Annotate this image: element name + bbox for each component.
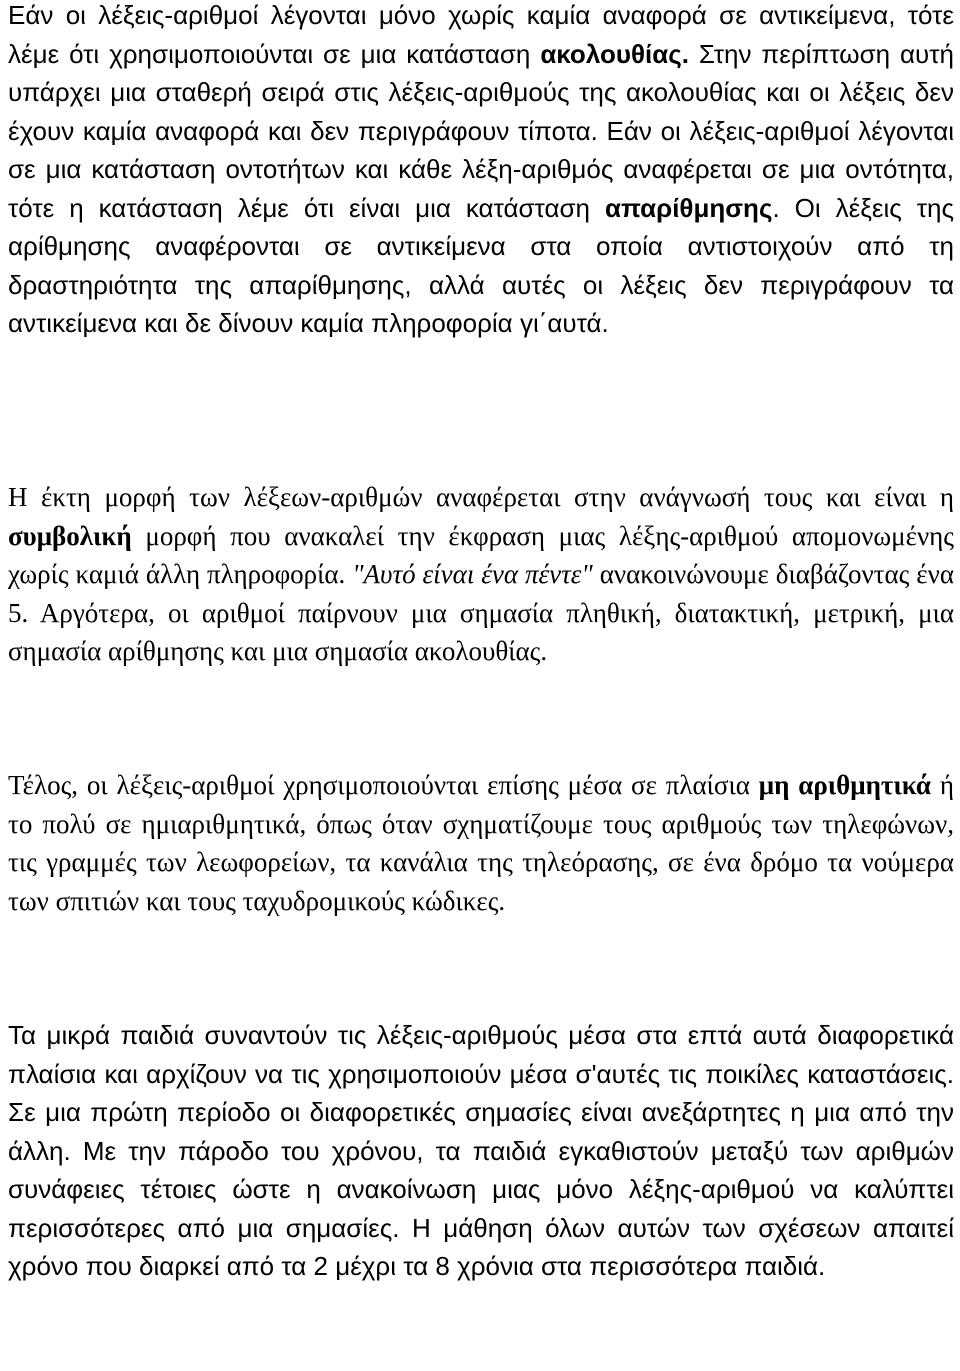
paragraph-children-learning: [8, 1016, 954, 1286]
paragraph-sequence-enumeration: [8, 0, 954, 343]
paragraph-2-text-3: ανακοινώνουμε διαβάζοντας ένα 5. Αργότερα, οι αριθμοί παίρνουν μια σημασία πληθική, διατακτική, μετρική, μια σημασία αρίθμησης και μια σημασία ακολουθίας.: [8, 559, 954, 666]
term-enumeration: απαρίθμησης: [604, 192, 773, 223]
term-sequence: ακολουθίας.: [540, 38, 689, 69]
term-symbolic: συμβολική: [8, 520, 132, 551]
quote-this-is-a-five: "Αυτό είναι ένα πέντε": [352, 559, 593, 589]
paragraph-3-text-2: ή το πολύ σε ημιαριθμητικά, όπως όταν σχηματίζουμε τους αριθμούς των τηλεφώνων, τις γραμμές των λεωφορείων, τα κανάλια της τηλεόρασης, σε ένα δρόμο τα νούμερα των σπιτιών και τους ταχυδρομικούς κώδικες.: [8, 770, 954, 916]
paragraph-symbolic-form: [8, 478, 954, 671]
term-non-numeric: μη αριθμητικά: [758, 770, 931, 800]
paragraph-1-text-1: Εάν οι λέξεις-αριθμοί λέγονται μόνο χωρίς καμία αναφορά σε αντικείμενα, τότε λέμε ότι χρησιμοποιούνται σε μια κατάσταση: [8, 0, 954, 69]
paragraph-1-text-3: . Οι λέξεις της αρίθμησης αναφέρονται σε αντικείμενα στα οποία αντιστοιχούν από τη δραστηριότητα της απαρίθμησης, αλλά αυτές οι λέξεις δεν περιγράφουν τα αντικείμενα και δε δίνουν καμία πληροφορία γι΄αυτά.: [8, 192, 954, 338]
paragraph-non-numeric-contexts: [8, 766, 954, 920]
paragraph-3-text-1: Τέλος, οι λέξεις-αριθμοί χρησιμοποιούνται επίσης μέσα σε πλαίσια: [8, 770, 759, 800]
paragraph-1-text-2: Στην περίπτωση αυτή υπάρχει μια σταθερή σειρά στις λέξεις-αριθμούς της ακολουθίας και οι λέξεις δεν έχουν καμία αναφορά και δεν περιγράφουν τίποτα. Εάν οι λέξεις-αριθμοί λέγονται σε μια κατάσταση οντοτήτων και κάθε λέξη-αριθμός αναφέρεται σε μια οντότητα, τότε η κατάσταση λέμε ότι είναι μια κατάσταση: [8, 38, 954, 223]
paragraph-4-text-1: Τα μικρά παιδιά συναντούν τις λέξεις-αριθμούς μέσα στα επτά αυτά διαφορετικά πλαίσια και αρχίζουν να τις χρησιμοποιούν μέσα σ'αυτές τις ποικίλες καταστάσεις. Σε μια πρώτη περίοδο οι διαφορετικές σημασίες είναι ανεξάρτητες η μια από την άλλη. Με την πάροδο του χρόνου, τα παιδιά εγκαθιστούν μεταξύ των αριθμών συνάφειες τέτοιες ώστε η ανακοίνωση μιας μόνο λέξης-αριθμού να καλύπτει περισσότερες από μια σημασίες. Η μάθηση όλων αυτών των σχέσεων απαιτεί χρόνο που διαρκεί από τα 2 μέχρι τα 8 χρόνια στα περισσότερα παιδιά.: [8, 1020, 954, 1281]
paragraph-2-text-1: Η έκτη μορφή των λέξεων-αριθμών αναφέρεται στην ανάγνωσή τους και είναι η: [8, 482, 954, 512]
paragraph-2-text-2: μορφή που ανακαλεί την έκφραση μιας λέξης-αριθμού απομονωμένης χωρίς καμιά άλλη πληροφορία.: [8, 520, 954, 589]
